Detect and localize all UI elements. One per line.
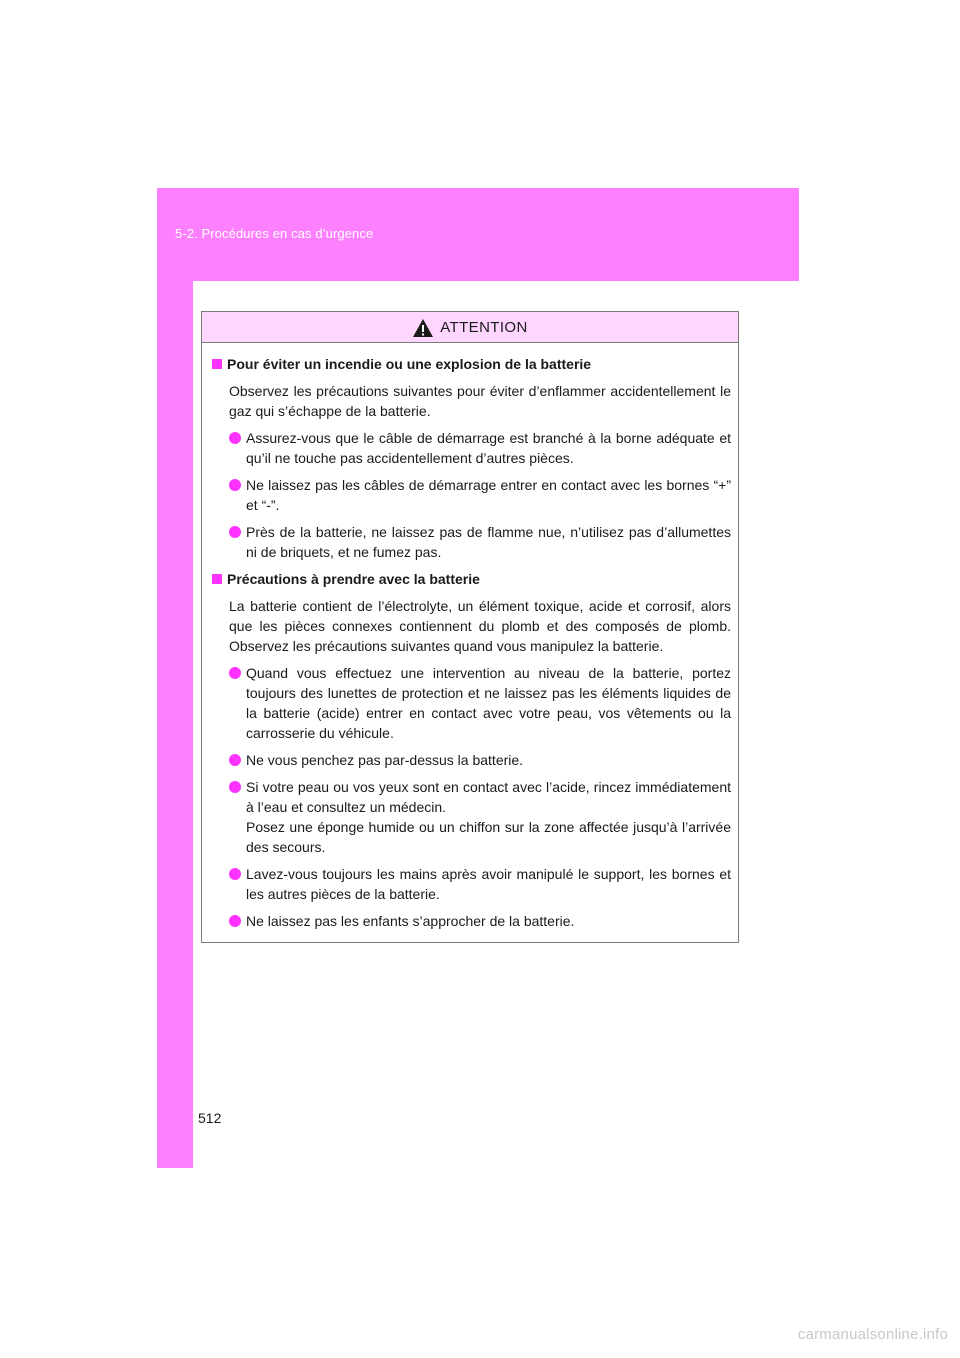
- section-heading-text: Précautions à prendre avec la batterie: [227, 571, 480, 587]
- warning-triangle-icon: [412, 318, 434, 338]
- bullet-dot-icon: [229, 868, 241, 880]
- section-heading-text: Pour éviter un incendie ou une explosion de la batterie: [227, 356, 592, 372]
- section-intro: Observez les précautions suivantes pour éviter d’enflammer accidentellement le gaz qui s’échappe de la batterie.: [229, 383, 731, 419]
- page-number: 512: [198, 1110, 222, 1126]
- bullet-dot-icon: [229, 667, 241, 679]
- bullet-text: [246, 663, 731, 743]
- bullet-text: [246, 428, 731, 468]
- bullet-paragraph: Posez une éponge humide ou un chiffon sur la zone affectée jusqu’à l’arrivée des secours.: [246, 819, 731, 855]
- square-marker-icon: [212, 359, 222, 369]
- bullet-item: [212, 864, 731, 904]
- bullet-paragraph: Quand vous effectuez une intervention au niveau de la batterie, portez toujours des lunettes de protection et ne laissez pas les éléments liquides de la batterie (acide) entrer en contact avec votre peau, vos vêtements ou la carrosserie du véhicule.: [246, 665, 731, 741]
- bullet-dot-icon: [229, 781, 241, 793]
- warning-header: [202, 312, 738, 343]
- warning-body: [202, 343, 738, 931]
- side-band: [157, 281, 193, 1168]
- bullet-item: [212, 475, 731, 515]
- bullet-paragraph: Si votre peau ou vos yeux sont en contact avec l’acide, rincez immédiatement à l’eau et consultez un médecin.: [246, 779, 731, 815]
- bullet-paragraph: Lavez-vous toujours les mains après avoir manipulé le support, les bornes et les autres pièces de la batterie.: [246, 866, 731, 902]
- bullet-item: [212, 777, 731, 857]
- bullet-paragraph: Assurez-vous que le câble de démarrage est branché à la borne adéquate et qu’il ne touche pas accidentellement d’autres pièces.: [246, 430, 731, 466]
- bullet-dot-icon: [229, 915, 241, 927]
- bullet-dot-icon: [229, 526, 241, 538]
- section-heading: [212, 569, 731, 589]
- bullet-item: [212, 911, 731, 931]
- square-marker-icon: [212, 574, 222, 584]
- bullet-text: [246, 864, 731, 904]
- bullet-item: [212, 663, 731, 743]
- bullet-item: [212, 750, 731, 770]
- section-title: 5-2. Procédures en cas d’urgence: [175, 226, 374, 241]
- bullet-text: [246, 750, 731, 770]
- bullet-item: [212, 522, 731, 562]
- warning-box: [201, 311, 739, 943]
- bullet-dot-icon: [229, 432, 241, 444]
- bullet-item: [212, 428, 731, 468]
- warning-label: ATTENTION: [440, 318, 528, 336]
- bullet-dot-icon: [229, 754, 241, 766]
- bullet-paragraph: Près de la batterie, ne laissez pas de flamme nue, n’utilisez pas d’allumettes ni de briquets, et ne fumez pas.: [246, 524, 731, 560]
- bullet-text: [246, 522, 731, 562]
- watermark: carmanualsonline.info: [797, 1326, 948, 1343]
- section-heading: [212, 354, 731, 374]
- bullet-paragraph: Ne vous penchez pas par-dessus la batterie.: [246, 752, 524, 768]
- bullet-text: [246, 777, 731, 857]
- bullet-dot-icon: [229, 479, 241, 491]
- bullet-text: [246, 475, 731, 515]
- bullet-paragraph: Ne laissez pas les câbles de démarrage entrer en contact avec les bornes “+” et “-”.: [246, 477, 731, 513]
- section-intro: La batterie contient de l’électrolyte, un élément toxique, acide et corrosif, alors que les pièces connexes contiennent du plomb et des composés de plomb. Observez les précautions suivantes quand vous manipulez la batterie.: [229, 598, 731, 654]
- bullet-text: [246, 911, 731, 931]
- bullet-paragraph: Ne laissez pas les enfants s’approcher de la batterie.: [246, 913, 575, 929]
